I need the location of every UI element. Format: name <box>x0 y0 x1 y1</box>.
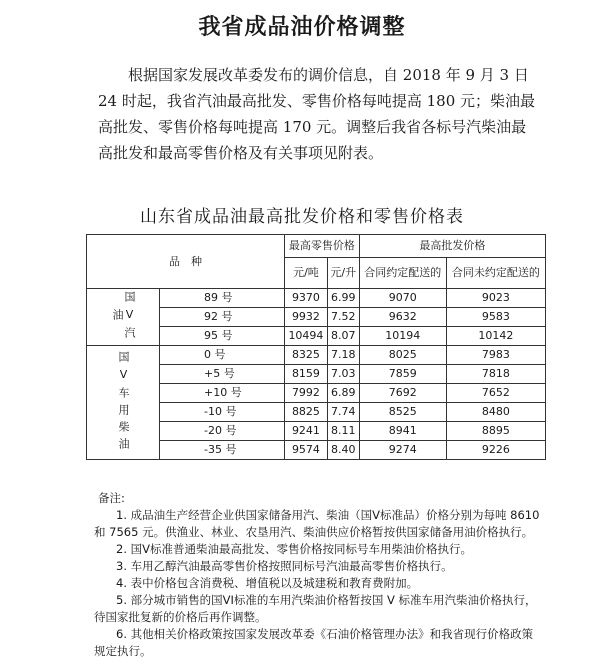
header-wholesale: 最高批发价格 <box>359 235 545 258</box>
retail-liter-cell: 8.11 <box>327 422 359 441</box>
wholesale-contract-cell: 9070 <box>359 289 446 308</box>
note-item: 5. 部分城市销售的国VI标准的车用汽柴油价格暂按国 V 标准车用汽柴油价格执行，待国家批复新的价格后再作调整。 <box>94 593 537 624</box>
retail-liter-cell: 8.40 <box>327 441 359 460</box>
grade-cell: 0 号 <box>160 346 285 365</box>
wholesale-no-contract-cell: 7652 <box>446 384 545 403</box>
retail-ton-cell: 9370 <box>285 289 328 308</box>
grade-cell: 95 号 <box>160 327 285 346</box>
wholesale-contract-cell: 8525 <box>359 403 446 422</box>
grade-cell: -20 号 <box>160 422 285 441</box>
wholesale-no-contract-cell: 7818 <box>446 365 545 384</box>
grade-cell: 92 号 <box>160 308 285 327</box>
retail-liter-cell: 7.52 <box>327 308 359 327</box>
wholesale-contract-cell: 7859 <box>359 365 446 384</box>
retail-ton-cell: 8325 <box>285 346 328 365</box>
retail-liter-cell: 7.03 <box>327 365 359 384</box>
wholesale-contract-cell: 9274 <box>359 441 446 460</box>
price-table <box>86 234 546 460</box>
retail-ton-cell: 9241 <box>285 422 328 441</box>
notes-section <box>94 490 544 660</box>
category-gasoline: 国V汽油 <box>87 289 160 346</box>
header-yuan-per-ton: 元/吨 <box>285 258 328 289</box>
retail-ton-cell: 9932 <box>285 308 328 327</box>
retail-ton-cell: 8825 <box>285 403 328 422</box>
wholesale-no-contract-cell: 9226 <box>446 441 545 460</box>
note-item: 2. 国V标准普通柴油最高批发、零售价格按同标号车用柴油价格执行。 <box>116 542 472 556</box>
wholesale-no-contract-cell: 10142 <box>446 327 545 346</box>
intro-paragraph: 根据国家发展改革委发布的调价信息，自 2018 年 9 月 3 日 24 时起，我省汽油最高批发、零售价格每吨提高 180 元；柴油最高批发、零售价格每吨提高 170 元。调整后我省各标号汽柴油最高批发和最高零售价格及有关事项见附表。 <box>98 66 536 162</box>
page-title: 我省成品油价格调整 <box>198 15 406 40</box>
retail-ton-cell: 7992 <box>285 384 328 403</box>
grade-cell: -10 号 <box>160 403 285 422</box>
wholesale-contract-cell: 7692 <box>359 384 446 403</box>
grade-cell: -35 号 <box>160 441 285 460</box>
retail-liter-cell: 6.89 <box>327 384 359 403</box>
note-item: 4. 表中价格包含消费税、增值税以及城建税和教育费附加。 <box>116 576 419 590</box>
note-item: 1. 成品油生产经营企业供国家储备用汽、柴油（国V标准品）价格分别为每吨 8610 和 7565 元。供渔业、林业、农垦用汽、柴油供应价格暂按供国家储备用油价格执行。 <box>94 508 540 539</box>
wholesale-no-contract-cell: 9583 <box>446 308 545 327</box>
table-title: 山东省成品油最高批发价格和零售价格表 <box>140 207 464 227</box>
header-contract-delivery: 合同约定配送的 <box>359 258 446 289</box>
header-no-contract-delivery: 合同未约定配送的 <box>446 258 545 289</box>
wholesale-no-contract-cell: 9023 <box>446 289 545 308</box>
header-yuan-per-liter: 元/升 <box>327 258 359 289</box>
grade-cell: +5 号 <box>160 365 285 384</box>
header-retail: 最高零售价格 <box>285 235 360 258</box>
retail-ton-cell: 10494 <box>285 327 328 346</box>
grade-cell: 89 号 <box>160 289 285 308</box>
wholesale-contract-cell: 10194 <box>359 327 446 346</box>
wholesale-no-contract-cell: 7983 <box>446 346 545 365</box>
retail-ton-cell: 8159 <box>285 365 328 384</box>
notes-title: 备注: <box>98 491 125 505</box>
category-diesel: 国V车用柴油 <box>87 346 160 460</box>
wholesale-no-contract-cell: 8895 <box>446 422 545 441</box>
retail-liter-cell: 6.99 <box>327 289 359 308</box>
retail-liter-cell: 8.07 <box>327 327 359 346</box>
wholesale-contract-cell: 9632 <box>359 308 446 327</box>
note-item: 3. 车用乙醇汽油最高零售价格按照同标号汽油最高零售价格执行。 <box>116 559 453 573</box>
wholesale-no-contract-cell: 8480 <box>446 403 545 422</box>
retail-ton-cell: 9574 <box>285 441 328 460</box>
header-product: 品 种 <box>87 235 285 289</box>
retail-liter-cell: 7.74 <box>327 403 359 422</box>
wholesale-contract-cell: 8025 <box>359 346 446 365</box>
wholesale-contract-cell: 8941 <box>359 422 446 441</box>
note-item: 6. 其他相关价格政策按国家发展改革委《石油价格管理办法》和我省现行价格政策规定执行。 <box>94 627 534 658</box>
retail-liter-cell: 7.18 <box>327 346 359 365</box>
grade-cell: +10 号 <box>160 384 285 403</box>
